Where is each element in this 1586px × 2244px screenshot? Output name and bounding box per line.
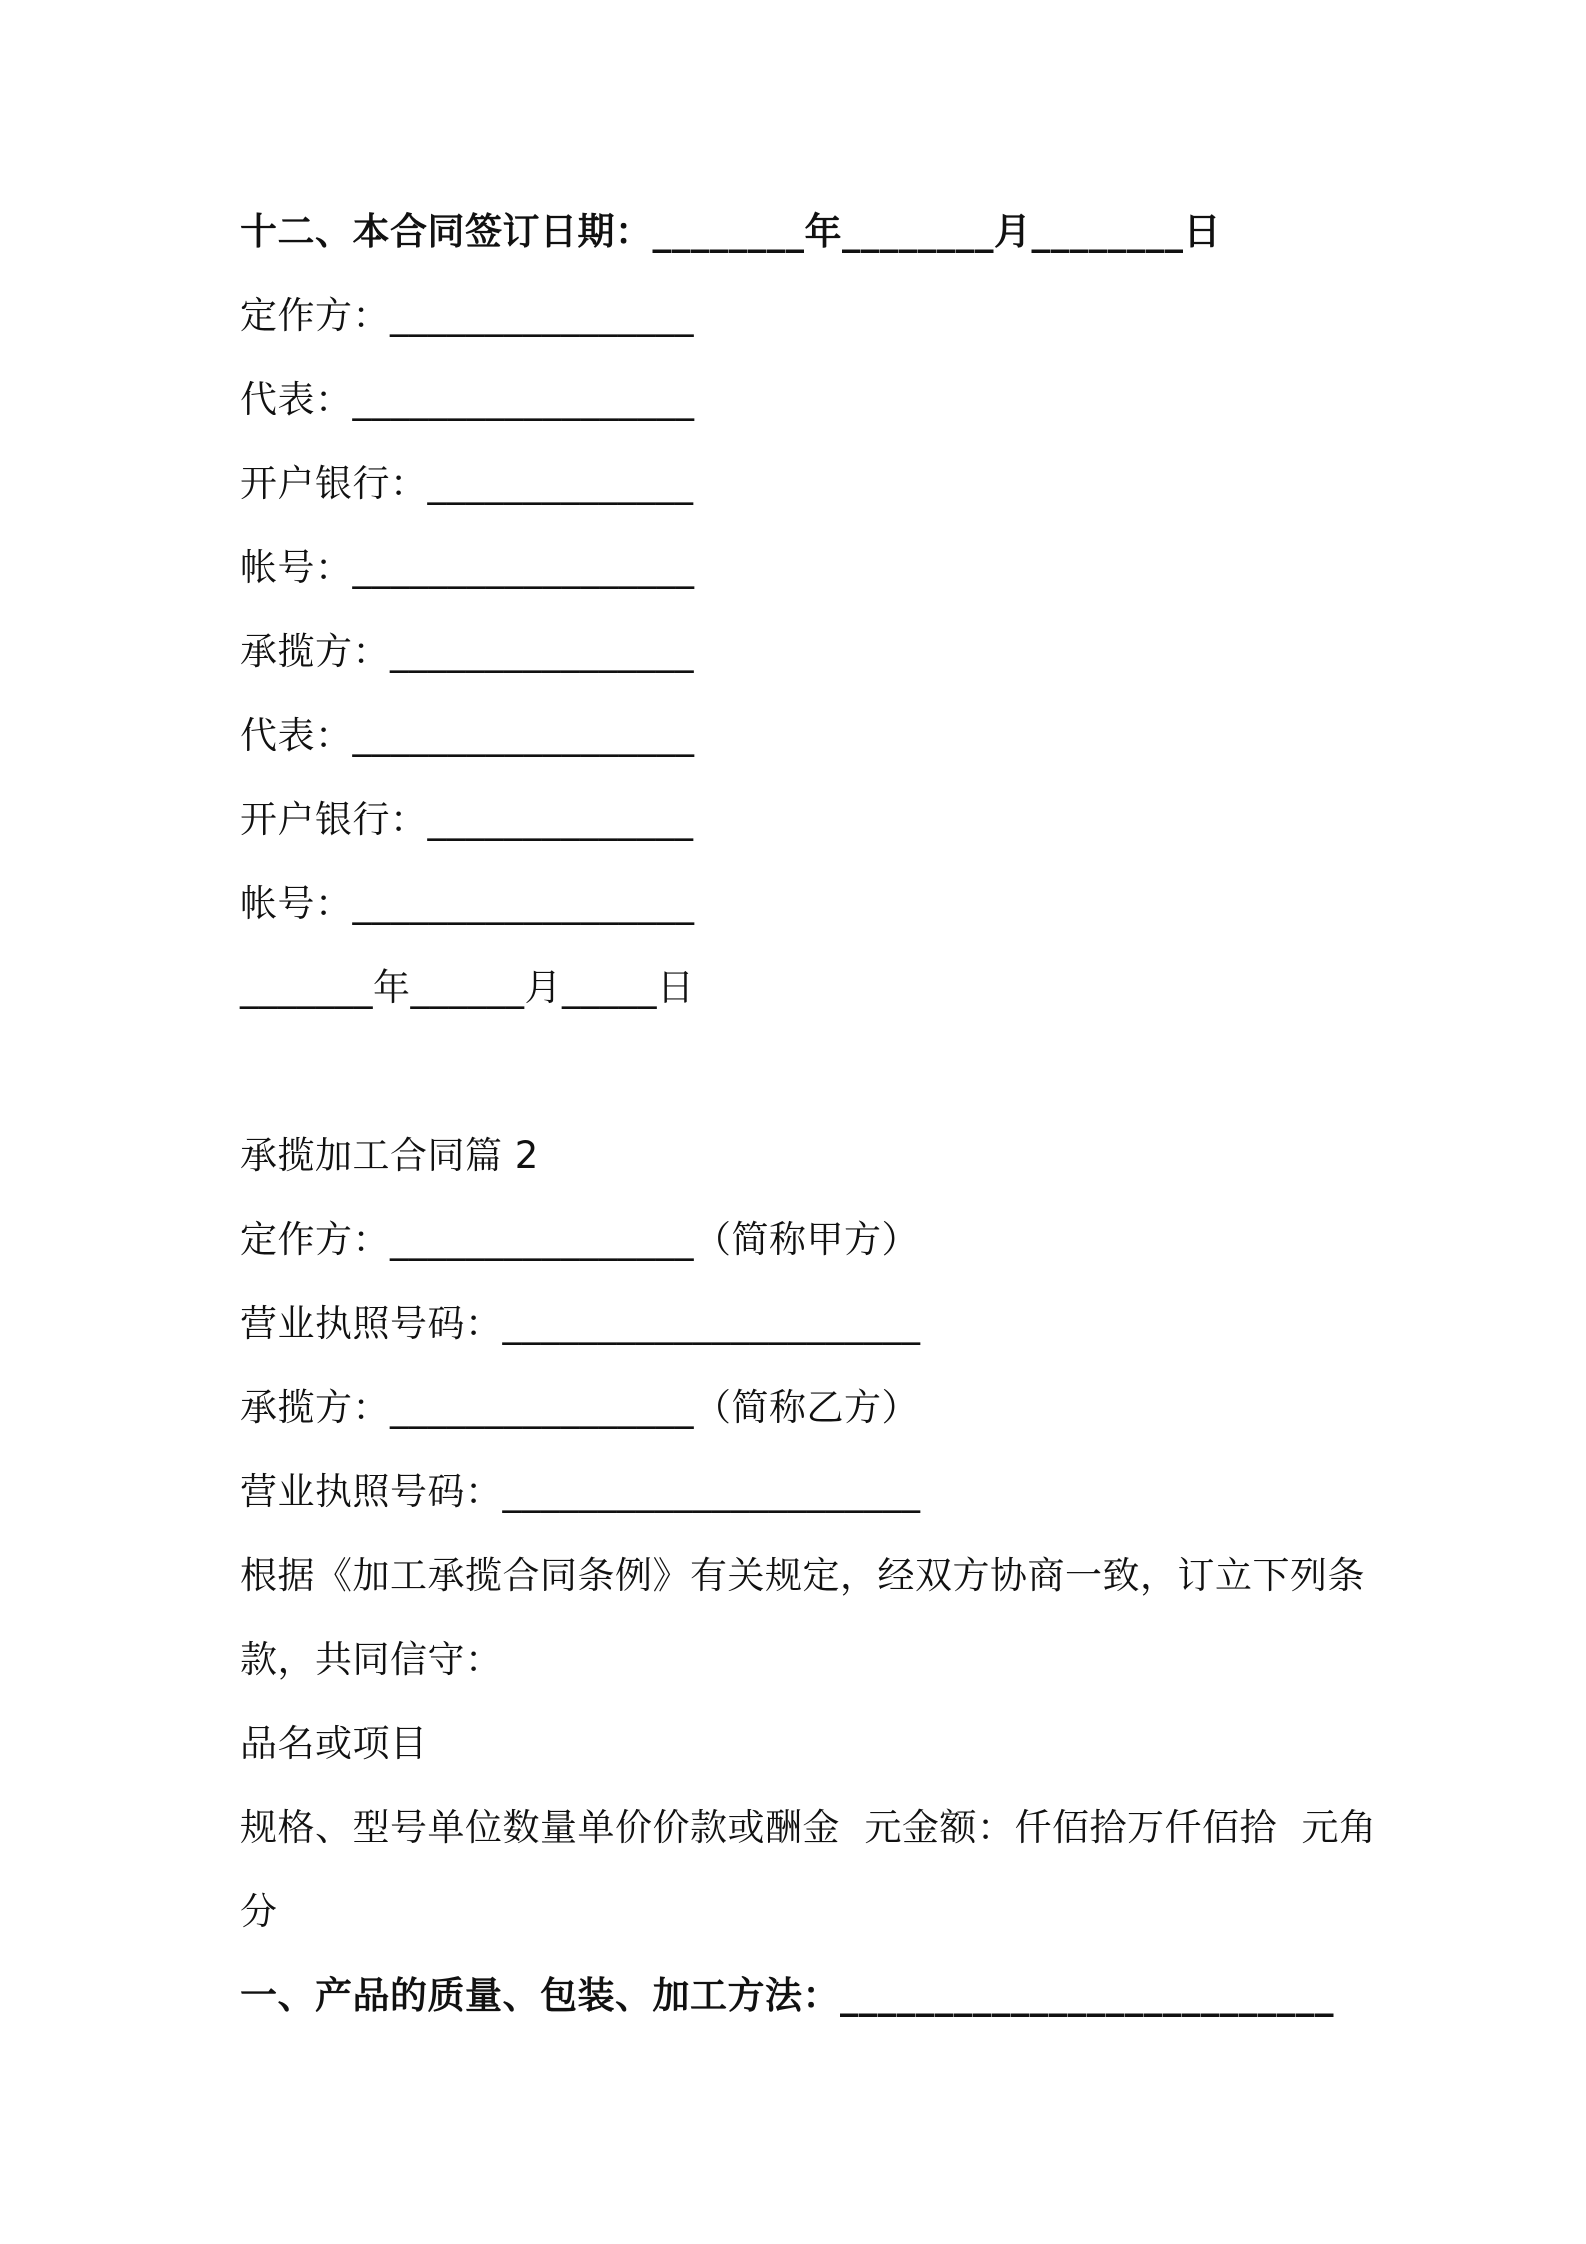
section-title: 承揽加工合同篇 2 [240,1134,539,1177]
party-b-field: 承揽方：________________（简称乙方） [240,1386,919,1429]
contractor-account-field: 帐号：__________________ [240,882,695,925]
ordering-rep-field: 代表：__________________ [240,378,695,421]
contractor-bank-field: 开户银行：______________ [240,798,694,841]
contractor-rep-field: 代表：__________________ [240,714,695,757]
signing-date-line: 十二、本合同签订日期：________年________月________日 [240,210,1221,253]
contractor-field: 承揽方：________________ [240,630,694,673]
preamble-line-2: 款，共同信守： [240,1638,503,1681]
ordering-party-field: 定作方：________________ [240,294,694,337]
columns-line-2: 分 [240,1890,278,1933]
ordering-bank-field: 开户银行：______________ [240,462,694,505]
ordering-account-field: 帐号：__________________ [240,546,695,589]
date-blank-field: _______年______月_____日 [240,966,695,1009]
item-label: 品名或项目 [240,1722,428,1765]
party-a-field: 定作方：________________（简称甲方） [240,1218,919,1261]
party-b-license-field: 营业执照号码：______________________ [240,1470,921,1513]
columns-line-1: 规格、型号单位数量单价价款或酬金 元金额：仟佰拾万仟佰拾 元角 [240,1806,1377,1849]
preamble-line-1: 根据《加工承揽合同条例》有关规定，经双方协商一致，订立下列条 [240,1554,1365,1597]
party-a-license-field: 营业执照号码：______________________ [240,1302,921,1345]
clause-1: 一、产品的质量、包装、加工方法：__________________________ [240,1974,1334,2017]
